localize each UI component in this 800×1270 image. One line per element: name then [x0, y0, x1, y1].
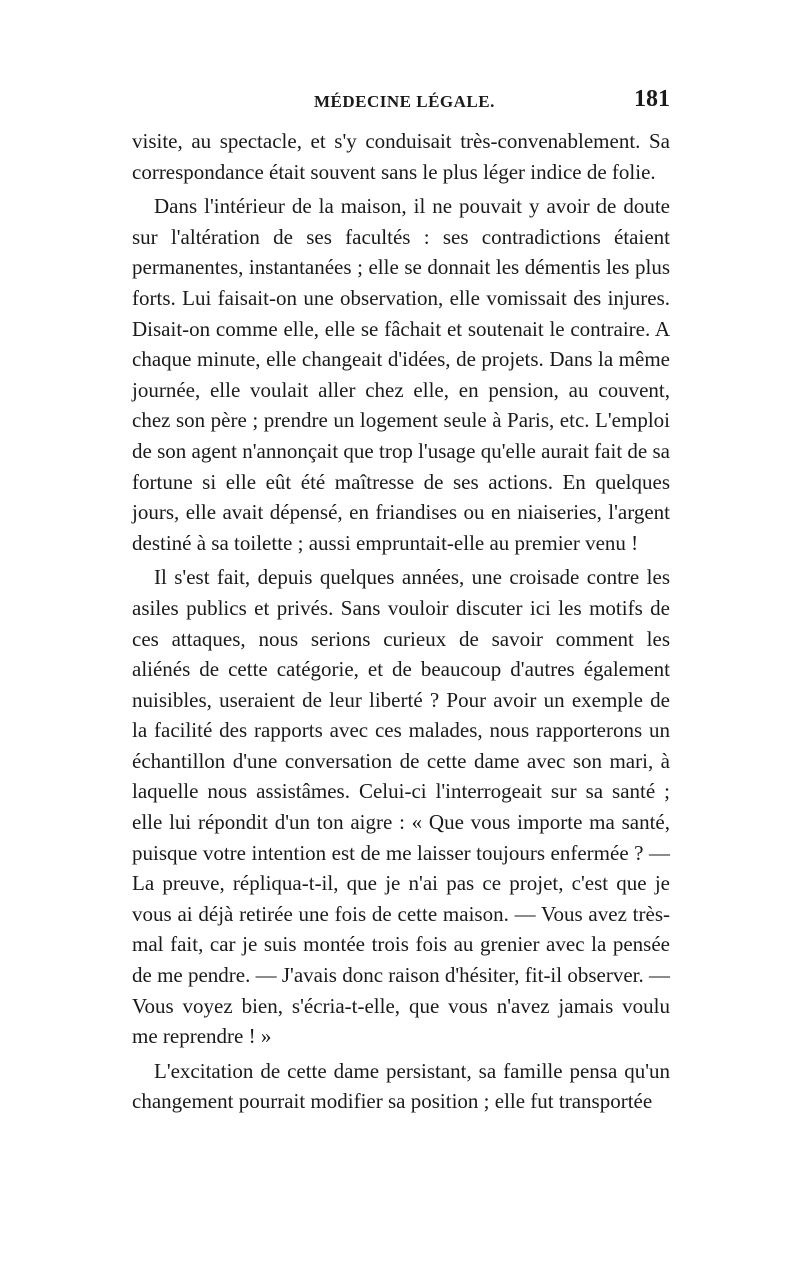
running-head-title: MÉDECINE LÉGALE. [314, 92, 495, 111]
paragraph-interior-behaviour: Dans l'intérieur de la maison, il ne pouvait y avoir de doute sur l'altération de ses facultés : ses contradictions étaient permanentes, instantanées ; elle se donnait les démentis les plus forts. Lui faisait-on une observation, elle vomissait des injures. Disait-on comme elle, elle se fâchait et soutenait le contraire. A chaque minute, elle changeait d'idées, de projets. Dans la même journée, elle voulait aller chez elle, en pension, au couvent, chez son père ; prendre un logement seule à Paris, etc. L'emploi de son agent n'annonçait que trop l'usage qu'elle aurait fait de sa fortune si elle eût été maîtresse de ses actions. En quelques jours, elle avait dépensé, en friandises ou en niaiseries, l'argent destiné à sa toilette ; aussi empruntait-elle au premier venu ! [132, 194, 670, 555]
page-number: 181 [634, 86, 670, 112]
paragraph-continuation: visite, au spectacle, et s'y conduisait très-convenablement. Sa correspondance était souvent sans le plus léger indice de folie. [132, 129, 670, 184]
book-page [132, 86, 670, 1117]
paragraph-excitation: L'excitation de cette dame persistant, sa famille pensa qu'un changement pourrait modifier sa position ; elle fut transportée [132, 1058, 670, 1114]
paragraph-asylum-crusade: Il s'est fait, depuis quelques années, une croisade contre les asiles publics et privés. Sans vouloir discuter ici les motifs de ces attaques, nous serions curieux de savoir comment les aliénés de cette catégorie, et de beaucoup d'autres également nuisibles, useraient de leur liberté ? Pour avoir un exemple de la facilité des rapports avec ces malades, nous rapporterons un échantillon d'une conversation de cette dame avec son mari, à laquelle nous assistâmes. Celui-ci l'interrogeait sur sa santé ; elle lui répondit d'un ton aigre : « Que vous importe ma santé, puisque votre intention est de me laisser toujours enfermée ? — La preuve, répliqua-t-il, que je n'ai pas ce projet, c'est que je vous ai déjà retirée une fois de cette maison. — Vous avez très-mal fait, car je suis montée trois fois au grenier avec la pensée de me pendre. — J'avais donc raison d'hésiter, fit-il observer. — Vous voyez bien, s'écria-t-elle, que vous n'avez jamais voulu me reprendre ! » [132, 565, 670, 1049]
running-head [132, 86, 670, 126]
